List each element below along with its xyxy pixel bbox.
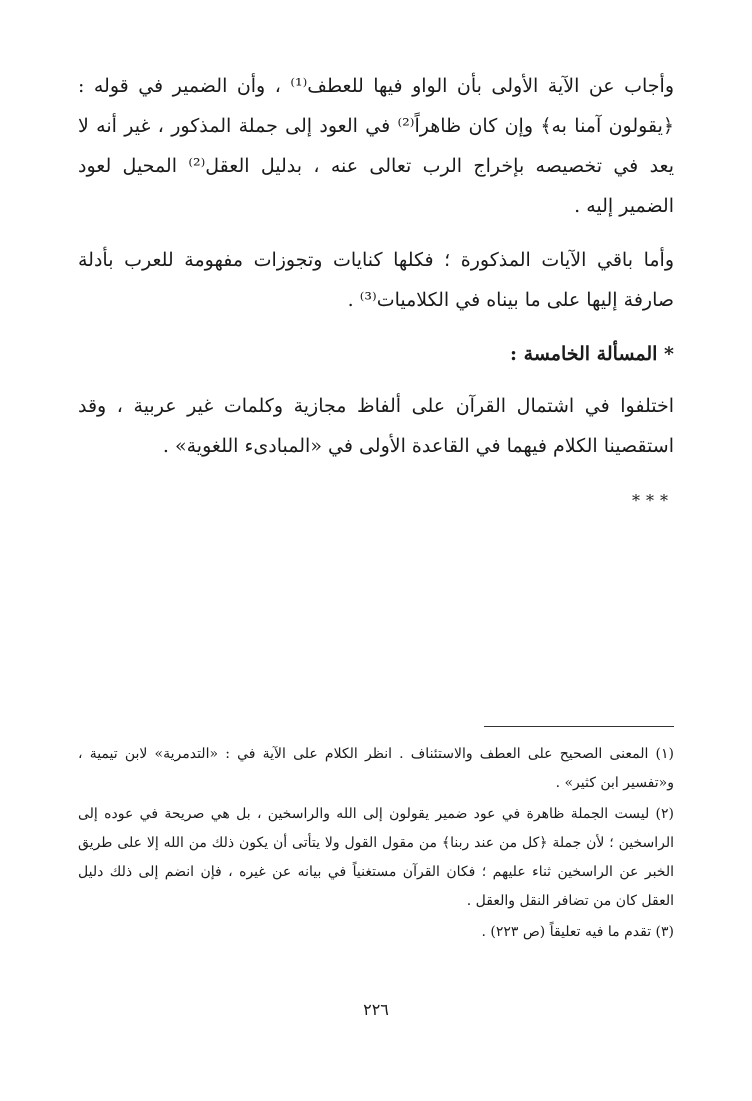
document-page [78, 66, 674, 1101]
section-separator: *** [632, 491, 674, 510]
footnote-divider [484, 726, 674, 727]
page-number: ٢٢٦ [363, 1000, 389, 1019]
body-paragraph-1: وأجاب عن الآية الأولى بأن الواو فيها للعطف⁽¹⁾ ، وأن الضمير في قوله : ﴿يقولون آمنا به﴾ وإن كان ظاهراً⁽²⁾ في العود إلى جملة المذكور ، غير أنه لا يعد في تخصيصه بإخراج الرب تعالى عنه ، بدليل العقل⁽²⁾ المحيل لعود الضمير إليه . [78, 75, 674, 217]
section-heading: * المسألة الخامسة : [510, 343, 674, 365]
body-paragraph-2: وأما باقي الآيات المذكورة ؛ فكلها كنايات وتجوزات مفهومة للعرب بأدلة صارفة إليها على ما بيناه في الكلاميات⁽³⁾ . [78, 249, 674, 311]
section-paragraph: اختلفوا في اشتمال القرآن على ألفاظ مجازية وكلمات غير عربية ، وقد استقصينا الكلام فيهما في القاعدة الأولى في «المبادىء اللغوية» . [78, 395, 674, 457]
footnote-2: (٢) ليست الجملة ظاهرة في عود ضمير يقولون إلى الله والراسخين ، بل هي صريحة في عوده إلى الراسخين ؛ لأن جملة ﴿كل من عند ربنا﴾ من مقول القول ولا يتأتى أن يكون ذلك من الله إلا على طريق الخبر عن الراسخين ثناء عليهم ؛ فكان القرآن مستغنياً في بيانه عن غيره ، فإن انضم إلى ذلك دليل العقل كان من تضافر النقل والعقل . [78, 806, 674, 909]
footnote-1: (١) المعنى الصحيح على العطف والاستئناف . انظر الكلام على الآية في : «التدمرية» لابن تيمية ، و«تفسير ابن كثير» . [78, 746, 674, 791]
main-text [78, 66, 674, 516]
footnote-3: (٣) تقدم ما فيه تعليقاً (ص ٢٢٣) . [481, 924, 674, 940]
footnotes [78, 740, 674, 949]
